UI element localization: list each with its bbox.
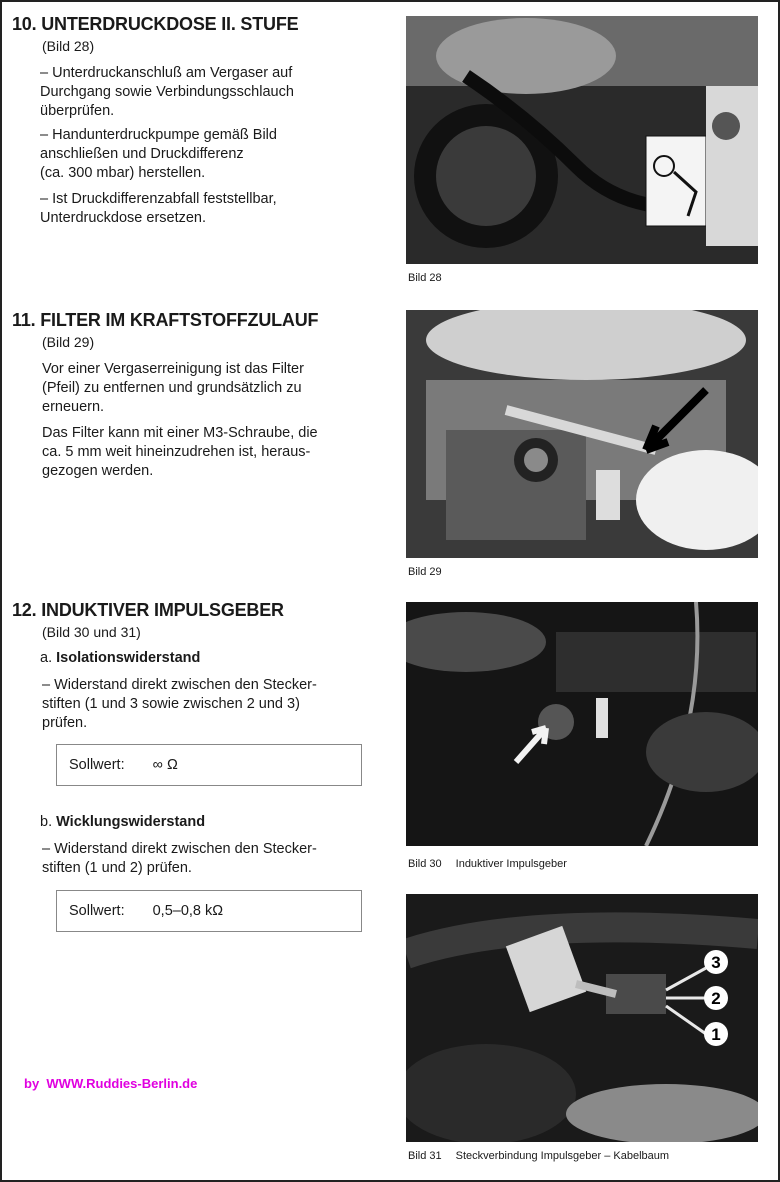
section-11-paragraph-1: Vor einer Vergaserreinigung ist das Filter (Pfeil) zu entfernen und grundsätzlich zu erneuern.: [42, 361, 304, 415]
footer-credit: [24, 1076, 197, 1091]
website-link[interactable]: WWW.Ruddies-Berlin.de: [46, 1076, 198, 1091]
subsection-b-label: Wicklungswiderstand: [56, 814, 206, 830]
caption-bild-31: [408, 1150, 669, 1162]
subsection-a-heading: [40, 650, 200, 666]
caption-bild-30-title: Induktiver Impulsgeber: [455, 858, 567, 870]
sollwert-box-winding: [56, 890, 362, 932]
section-10-figure-ref: (Bild 28): [42, 38, 95, 54]
section-11-title: 11. FILTER IM KRAFTSTOFFZULAUF: [12, 310, 319, 330]
sollwert-value: 0,5–0,8 kΩ: [152, 903, 224, 919]
callout-3: 3: [711, 953, 721, 972]
caption-bild-30: [408, 858, 567, 870]
caption-bild-28: Bild 28: [408, 272, 442, 284]
footer-prefix: by: [24, 1076, 40, 1091]
sollwert-label: Sollwert:: [69, 903, 125, 919]
photo-bild-31: [406, 894, 758, 1142]
sollwert-label: Sollwert:: [69, 757, 125, 773]
section-12-title: 12. INDUKTIVER IMPULSGEBER: [12, 600, 284, 620]
caption-bild-29: Bild 29: [408, 566, 442, 578]
section-10-bullet-2: – Handunterdruckpumpe gemäß Bild anschließen und Druckdifferenz (ca. 300 mbar) herstellen.: [40, 127, 277, 181]
sollwert-value: ∞ Ω: [152, 757, 178, 773]
photo-bild-29: [406, 310, 758, 558]
section-10-title: 10. UNTERDRUCKDOSE II. STUFE: [12, 14, 299, 34]
subsection-a-label: Isolationswiderstand: [56, 650, 201, 666]
section-11-figure-ref: (Bild 29): [42, 334, 95, 350]
callout-2: 2: [711, 989, 721, 1008]
subsection-b-bullet: – Widerstand direkt zwischen den Stecker- stiften (1 und 2) prüfen.: [42, 841, 317, 876]
subsection-b-prefix: b.: [40, 814, 53, 830]
callout-1: 1: [711, 1025, 721, 1044]
section-11-paragraph-2: Das Filter kann mit einer M3-Schraube, die ca. 5 mm weit hineinzudrehen ist, heraus- gezogen werden.: [42, 425, 318, 479]
subsection-a-prefix: a.: [40, 650, 53, 666]
section-12-figure-ref: (Bild 30 und 31): [42, 624, 141, 640]
sollwert-box-isolation: [56, 744, 362, 786]
caption-bild-31-number: Bild 31: [408, 1150, 442, 1162]
subsection-b-heading: [40, 814, 205, 830]
photo-bild-28: [406, 16, 758, 264]
section-10-bullet-3: – Ist Druckdifferenzabfall feststellbar, Unterdruckdose ersetzen.: [40, 191, 277, 226]
section-10-bullet-1: – Unterdruckanschluß am Vergaser auf Durchgang sowie Verbindungsschlauch überprüfen.: [40, 65, 294, 119]
caption-bild-30-number: Bild 30: [408, 858, 442, 870]
subsection-a-bullet: – Widerstand direkt zwischen den Stecker- stiften (1 und 3 sowie zwischen 2 und 3) prüfen.: [42, 677, 317, 731]
photo-bild-30: [406, 602, 758, 846]
caption-bild-31-title: Steckverbindung Impulsgeber – Kabelbaum: [455, 1150, 670, 1162]
